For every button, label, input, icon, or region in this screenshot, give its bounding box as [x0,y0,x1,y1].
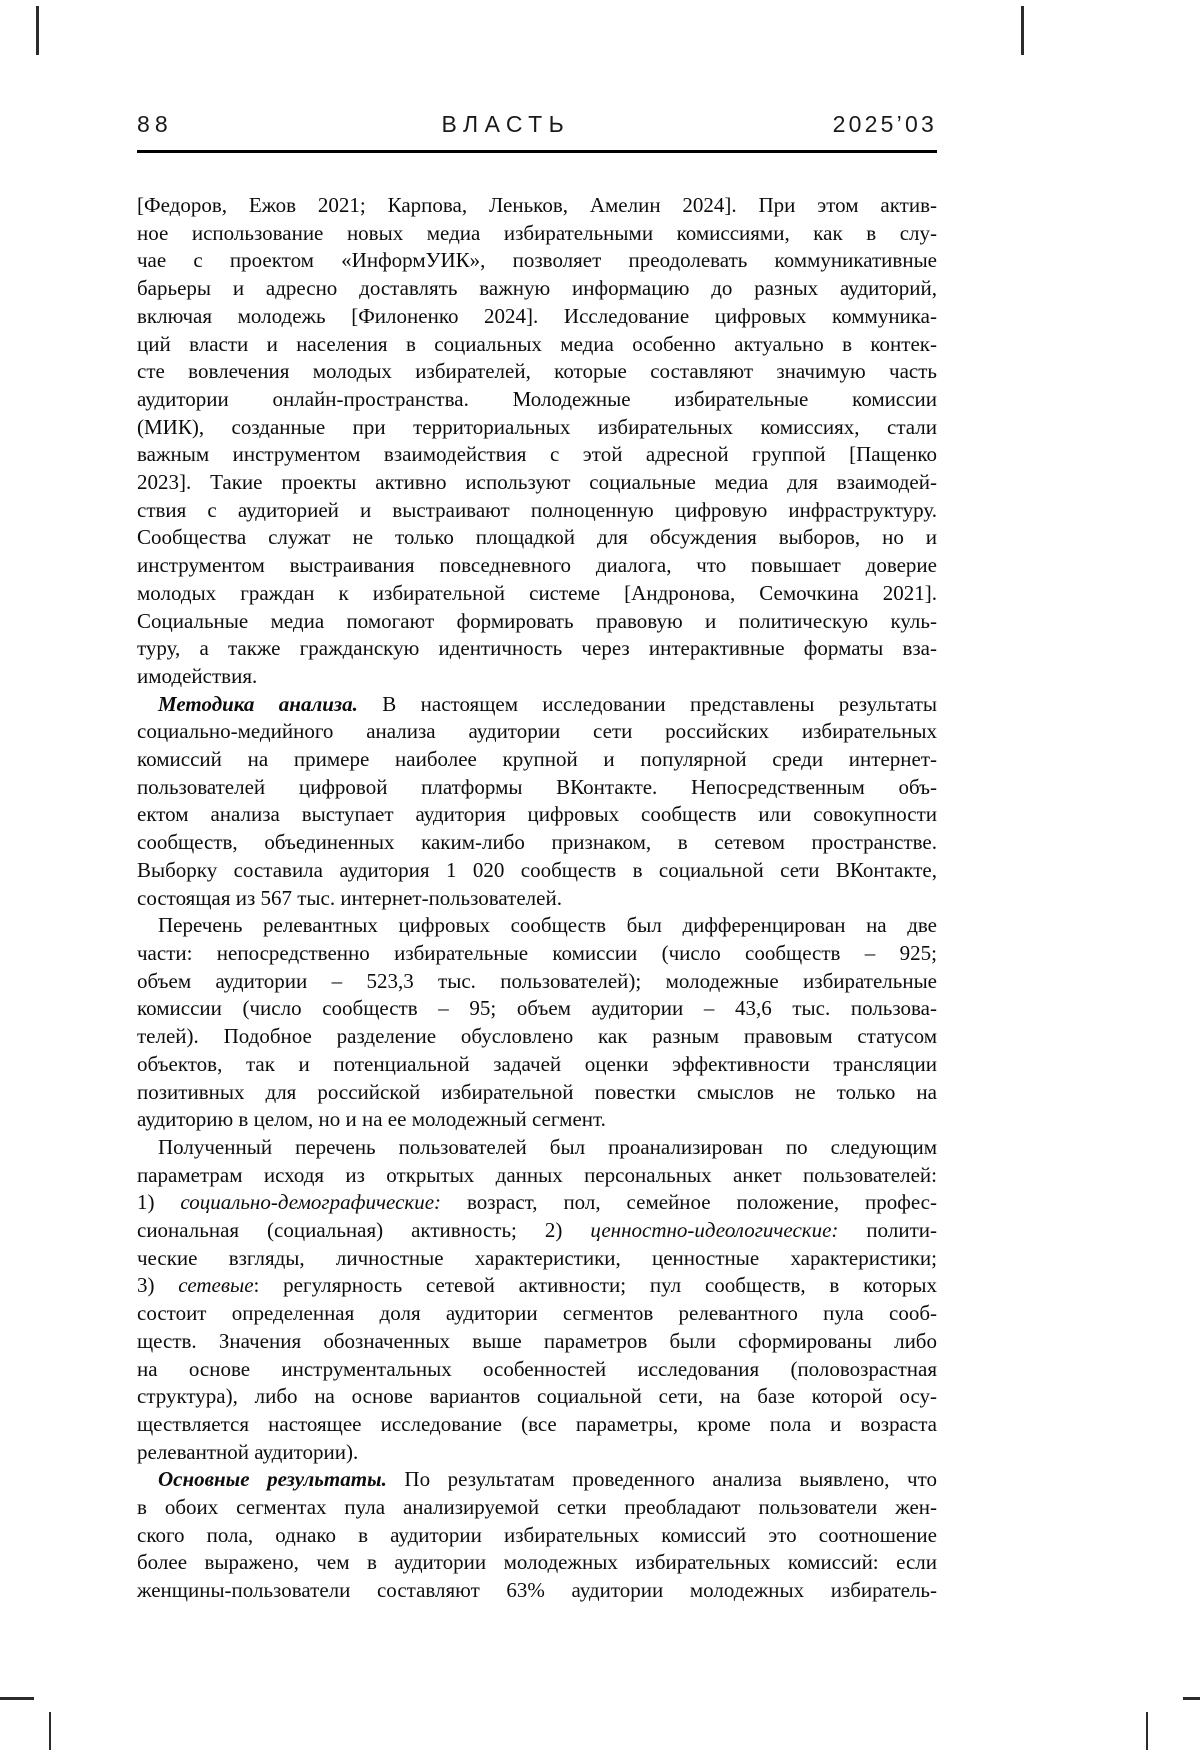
body-text: комиссий на примере наиболее крупной и популярной среди интернет- [137,747,937,772]
body-text: : регулярность сетевой активности; пул сообществ, в которых [253,1273,937,1298]
emphasized-text: Основные результаты. [158,1467,387,1492]
text-line [137,1383,937,1411]
body-text: полити- [838,1218,937,1243]
body-text: ций власти и населения в социальных медиа особенно актуально в контек- [137,331,937,356]
issue-number: 2025’03 [832,111,937,137]
journal-title: ВЛАСТЬ [441,111,571,137]
emphasized-text: Методика анализа. [158,691,358,716]
body-text: ществляется настоящее исследование (все параметры, кроме пола и возраста [137,1411,937,1436]
text-line [137,275,937,303]
text-line [137,552,937,580]
body-text: параметрам исходя из открытых данных персональных анкет пользователей: [137,1162,937,1187]
text-line [137,580,937,608]
body-text: телей). Подобное разделение обусловлено как разным правовым статусом [137,1024,937,1049]
text-line [137,1356,937,1384]
body-text: женщины-пользователи составляют 63% аудитории молодежных избиратель- [137,1578,937,1603]
text-line [137,303,937,331]
body-text: аудиторию в целом, но и на ее молодежный сегмент. [137,1107,606,1132]
body-text: включая молодежь [Филоненко 2024]. Исследование цифровых коммуника- [137,303,937,328]
body-text: Социальные медиа помогают формировать правовую и политическую куль- [137,608,937,633]
body-text: на основе инструментальных особенностей исследования (половозрастная [137,1356,937,1381]
body-text: молодых граждан к избирательной системе [Андронова, Семочкина 2021]. [137,580,937,605]
body-text: пользователей цифровой платформы ВКонтакте. Непосредственным объ- [137,774,937,799]
body-text: объектов, так и потенциальной задачей оценки эффективности трансляции [137,1051,937,1076]
text-line [137,1134,937,1162]
body-text: (МИК), созданные при территориальных избирательных комиссиях, стали [137,414,937,439]
running-head [137,110,937,138]
text-line [137,386,937,414]
text-line [137,1411,937,1439]
text-line [137,220,937,248]
text-line [137,1106,937,1134]
text-line [137,1162,937,1190]
text-line [137,1272,937,1300]
text-line [137,1439,937,1467]
body-text: социально-медийного анализа аудитории сети российских избирательных [137,719,937,744]
body-text: По результатам проведенного анализа выявлено, что [386,1467,937,1492]
body-text: барьеры и адресно доставлять важную информацию до разных аудиторий, [137,276,937,301]
body-text: 3) [137,1273,179,1298]
body-text: важным инструментом взаимодействия с этой адресной группой [Пащенко [137,442,937,467]
text-line [137,635,937,663]
body-text: Перечень релевантных цифровых сообществ был дифференцирован на две [158,913,937,938]
text-line [137,968,937,996]
text-line [137,1577,937,1605]
emphasized-text: социально-демографические: [180,1190,442,1215]
text-line [137,912,937,940]
crop-mark-bottom-right-h [1183,1697,1200,1700]
body-text: структура), либо на основе вариантов социальной сети, на базе которой осу- [137,1384,937,1409]
text-line [137,718,937,746]
crop-mark-bottom-left-h [0,1697,34,1700]
body-text: ектом анализа выступает аудитория цифровых сообществ или совокупности [137,802,937,827]
text-line [137,746,937,774]
text-line [137,1051,937,1079]
body-text: части: непосредственно избирательные комиссии (число сообществ – 925; [137,940,937,965]
text-line [137,358,937,386]
body-text: туру, а также гражданскую идентичность через интерактивные форматы вза- [137,636,937,661]
text-line [137,1494,937,1522]
body-text: позитивных для российской избирательной повестки смыслов не только на [137,1079,937,1104]
body-text: более выражено, чем в аудитории молодежных избирательных комиссий: если [137,1550,937,1575]
text-line [137,829,937,857]
body-text: в обоих сегментах пула анализируемой сетки преобладают пользователи жен- [137,1495,937,1520]
body-text: инструментом выстраивания повседневного диалога, что повышает доверие [137,553,937,578]
text-line [137,497,937,525]
text-line [137,441,937,469]
text-line [137,469,937,497]
crop-mark-top-right [1021,6,1024,55]
text-line [137,1549,937,1577]
text-line [137,524,937,552]
header-rule [137,150,937,153]
body-text: 1) [137,1190,181,1215]
body-text: ществ. Значения обозначенных выше параметров были сформированы либо [137,1328,937,1353]
body-text: сообществ, объединенных каким-либо признаком, в сетевом пространстве. [137,830,937,855]
text-line [137,331,937,359]
crop-mark-bottom-left-v [49,1712,51,1750]
body-text: имодействия. [137,663,258,688]
body-text: [Федоров, Ежов 2021; Карпова, Леньков, Амелин 2024]. При этом актив- [137,193,937,217]
text-line [137,1217,937,1245]
crop-mark-bottom-right-v [1146,1712,1148,1750]
text-line [137,1522,937,1550]
text-line [137,1245,937,1273]
text-line [137,192,937,220]
text-line [137,663,937,691]
text-line [137,774,937,802]
text-line [137,608,937,636]
body-text: состоит определенная доля аудитории сегментов релевантного пула сооб- [137,1301,937,1326]
body-text: Полученный перечень пользователей был проанализирован по следующим [158,1134,937,1159]
body-text: Выборку составила аудитория 1 020 сообществ в социальной сети ВКонтакте, [137,857,937,882]
body-text: 2023]. Такие проекты активно используют социальные медиа для взаимодей- [137,470,937,495]
body-text: возраст, пол, семейное положение, профес- [441,1190,937,1215]
text-line [137,1328,937,1356]
body-text: релевантной аудитории). [137,1439,359,1464]
body-text: аудитории онлайн-пространства. Молодежные избирательные комиссии [137,386,937,411]
text-line [137,1023,937,1051]
body-text: сиональная (социальная) активность; 2) [137,1218,591,1243]
page-number: 88 [137,111,173,137]
body-text: чае с проектом «ИнформУИК», позволяет преодолевать коммуникативные [137,248,937,273]
emphasized-text: сетевые [178,1273,254,1298]
body-text: Сообщества служат не только площадкой для обсуждения выборов, но и [137,525,937,550]
page-text [137,192,937,1605]
body-text: ского пола, однако в аудитории избирательных комиссий это соотношение [137,1522,937,1547]
text-line [137,247,937,275]
text-line [137,414,937,442]
crop-mark-top-left [36,6,39,55]
body-text: состоящая из 567 тыс. интернет-пользователей. [137,885,562,910]
text-line [137,1079,937,1107]
text-line [137,1189,937,1217]
text-line [137,1300,937,1328]
text-line [137,940,937,968]
text-line [137,885,937,913]
text-line [137,801,937,829]
text-line [137,691,937,719]
body-text: ствия с аудиторией и выстраивают полноценную цифровую инфраструктуру. [137,497,937,522]
body-text: комиссии (число сообществ – 95; объем аудитории – 43,6 тыс. пользова- [137,996,937,1021]
text-line [137,1466,937,1494]
text-line [137,857,937,885]
body-text: В настоящем исследовании представлены результаты [357,691,937,716]
body-text: сте вовлечения молодых избирателей, которые составляют значимую часть [137,359,937,384]
emphasized-text: ценностно-идеологические: [590,1218,839,1243]
body-text: ческие взгляды, личностные характеристики, ценностные характеристики; [137,1245,937,1270]
text-line [137,995,937,1023]
body-text: объем аудитории – 523,3 тыс. пользователей); молодежные избирательные [137,968,937,993]
body-text: ное использование новых медиа избирательными комиссиями, как в слу- [137,220,937,245]
